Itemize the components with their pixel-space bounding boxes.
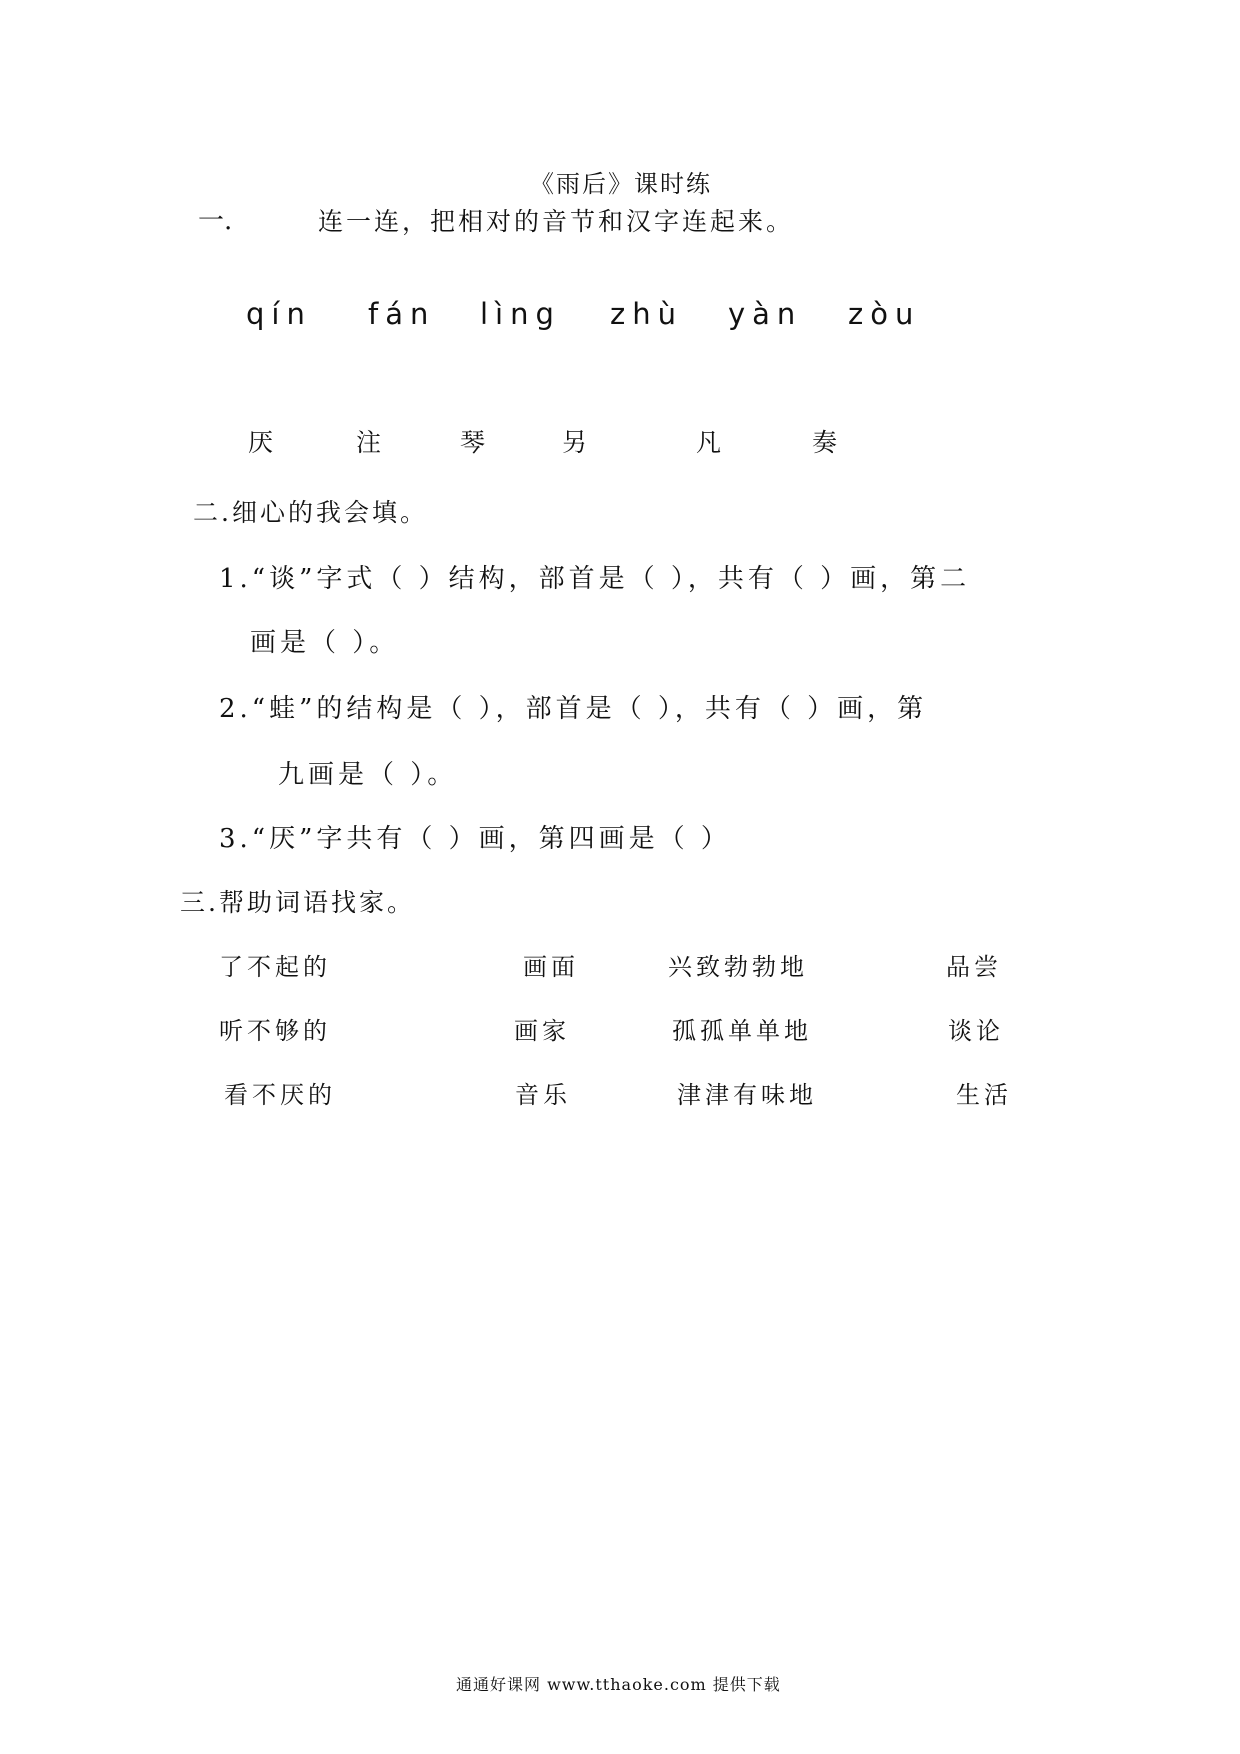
- word-item: 津津有味地: [677, 1081, 817, 1109]
- word-item: 听不够的: [219, 1017, 331, 1045]
- pinyin-item: fán: [368, 297, 436, 331]
- word-item: 音乐: [515, 1081, 571, 1109]
- pinyin-item: lìng: [480, 297, 561, 331]
- hanzi-item: 凡: [696, 428, 722, 457]
- word-item: 画家: [514, 1017, 570, 1045]
- pinyin-item: qín: [246, 297, 312, 331]
- word-item: 了不起的: [219, 953, 331, 981]
- word-item: 看不厌的: [224, 1081, 336, 1109]
- question-1-line2: 画是（ ）。: [250, 628, 400, 658]
- question-1-line1: 1.“谈”字式（ ）结构，部首是（ ），共有（ ）画，第二: [219, 564, 971, 594]
- question-2-line2: 九画是（ ）。: [278, 760, 458, 790]
- hanzi-item: 注: [356, 428, 382, 457]
- hanzi-item: 厌: [248, 428, 274, 457]
- hanzi-item: 琴: [460, 428, 486, 457]
- pinyin-item: zòu: [848, 297, 921, 331]
- pinyin-item: yàn: [728, 297, 803, 331]
- word-item: 谈论: [948, 1017, 1004, 1045]
- word-item: 生活: [956, 1081, 1012, 1109]
- section1-instruction: 连一连，把相对的音节和汉字连起来。: [318, 207, 795, 236]
- word-item: 兴致勃勃地: [668, 953, 808, 981]
- section2-heading: 二.细心的我会填。: [193, 498, 428, 527]
- word-item: 画面: [523, 953, 579, 981]
- word-item: 孤孤单单地: [672, 1017, 812, 1045]
- page-title: 《雨后》课时练: [530, 170, 712, 198]
- pinyin-item: zhù: [610, 297, 683, 331]
- hanzi-item: 奏: [812, 428, 838, 457]
- section3-heading: 三.帮助词语找家。: [180, 888, 415, 917]
- section1-number: 一.: [198, 206, 233, 236]
- word-item: 品尝: [946, 953, 1002, 981]
- question-2-line1: 2.“蛙”的结构是（ ），部首是（ ），共有（ ）画，第: [219, 694, 928, 724]
- footer-credit: 通通好课网 www.tthaoke.com 提供下载: [456, 1675, 781, 1694]
- hanzi-item: 另: [562, 428, 588, 457]
- question-3: 3.“厌”字共有（ ）画，第四画是（ ）: [219, 824, 731, 854]
